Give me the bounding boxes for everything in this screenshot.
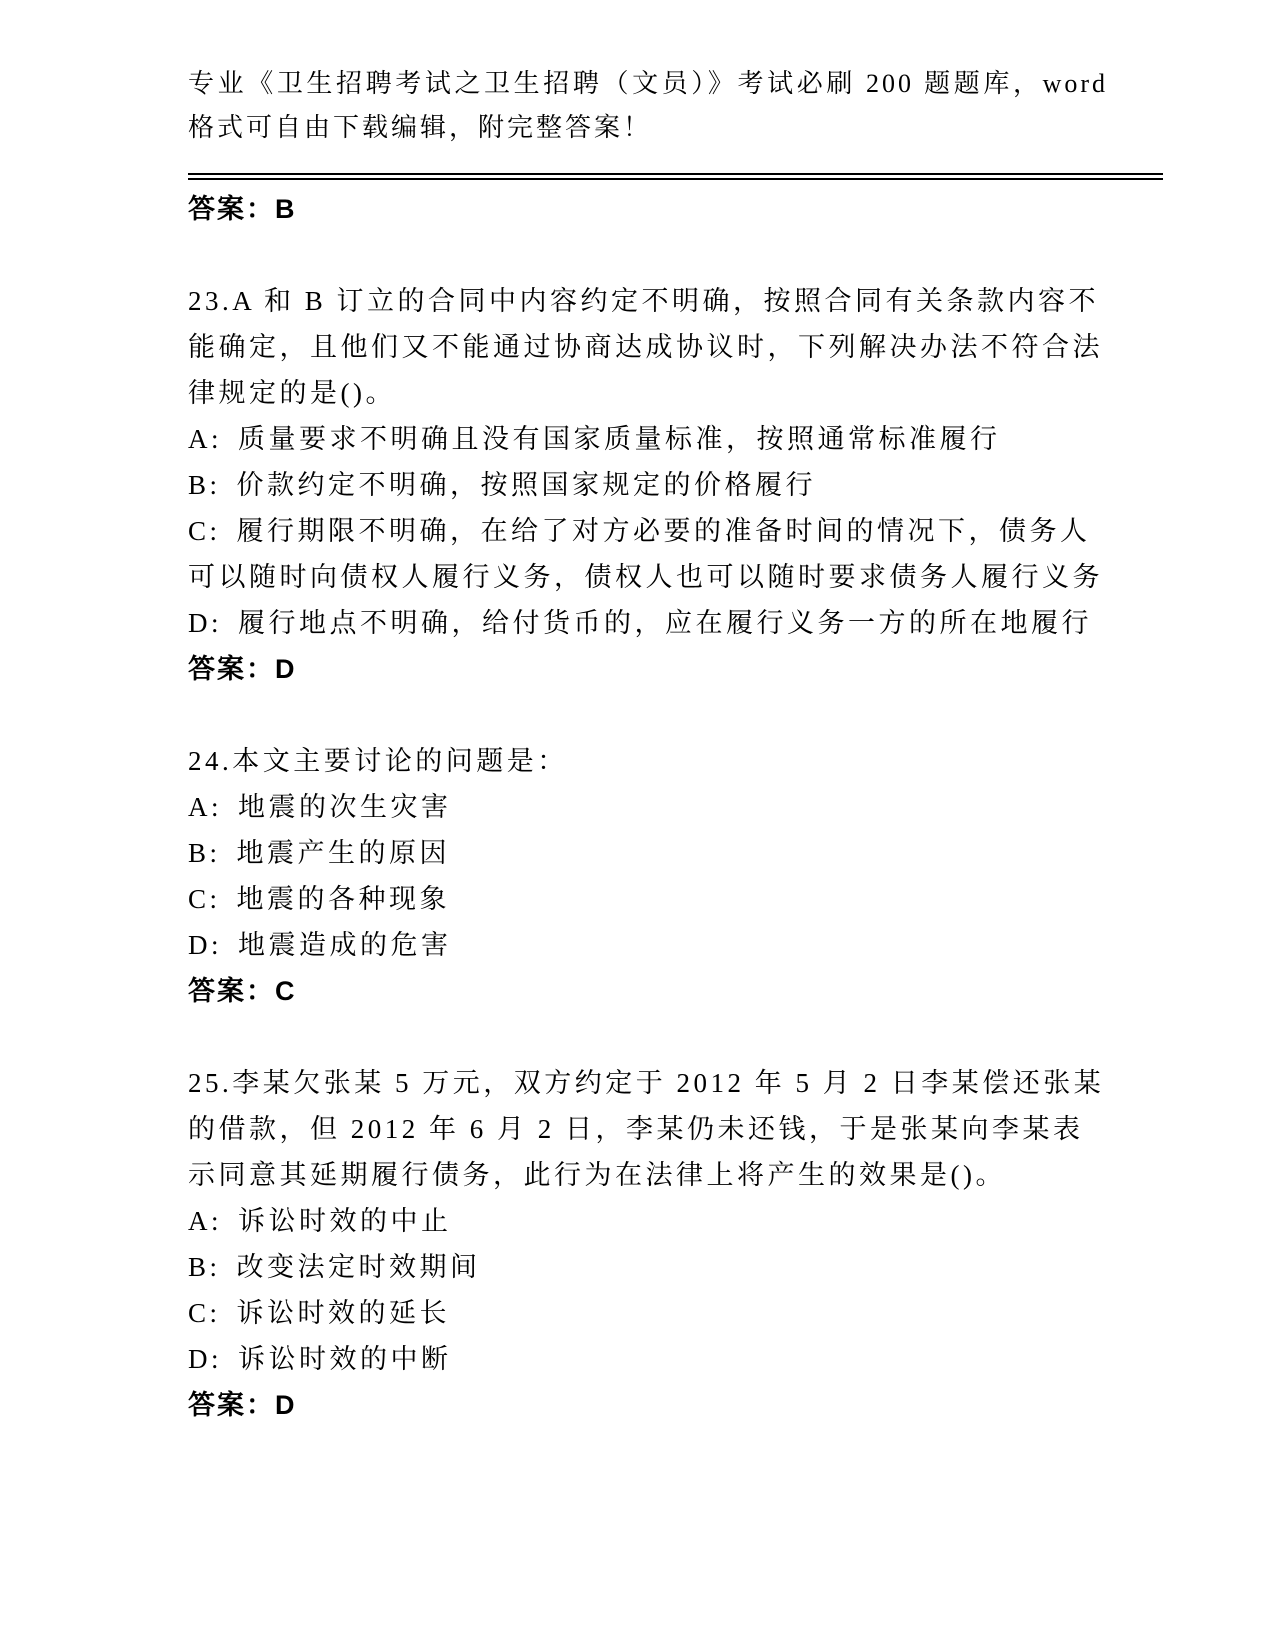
- question-body: 李某欠张某 5 万元，双方约定于 2012 年 5 月 2 日李某偿还张某的借款，但 2012 年 6 月 2 日，李某仍未还钱，于是张某向李某表示同意其延期履行债务，此行为在法律上将产生的效果是()。: [188, 1068, 1105, 1190]
- question-body: A 和 B 订立的合同中内容约定不明确，按照合同有关条款内容不能确定，且他们又不能通过协商达成协议时，下列解决办法不符合法律规定的是()。: [188, 286, 1103, 408]
- question-block-24: [188, 738, 1108, 1014]
- question-text: [188, 738, 1108, 784]
- option-text: 履行地点不明确，给付货币的，应在履行义务一方的所在地履行: [238, 608, 1092, 638]
- option-text: 地震产生的原因: [236, 838, 451, 868]
- option-text: 诉讼时效的延长: [236, 1298, 451, 1328]
- option-text: 质量要求不明确且没有国家质量标准，按照通常标准履行: [238, 424, 1001, 454]
- option-label: C:: [188, 516, 221, 546]
- question-number: 25.: [188, 1068, 233, 1098]
- option-text: 地震的次生灾害: [238, 792, 452, 822]
- option-row-b: [188, 1244, 1108, 1290]
- question-body: 本文主要讨论的问题是：: [232, 746, 568, 776]
- header-divider: [188, 173, 1163, 180]
- question-number: 24.: [188, 746, 233, 776]
- option-row-b: [188, 462, 1108, 508]
- answer-line: 答案：D: [188, 654, 297, 684]
- option-label: D:: [188, 930, 222, 960]
- option-label: B:: [188, 838, 221, 868]
- option-row-d: [188, 600, 1108, 646]
- spacer: [188, 692, 1108, 738]
- option-label: D:: [188, 1344, 222, 1374]
- question-text: [188, 278, 1108, 416]
- option-text: 诉讼时效的中断: [238, 1344, 452, 1374]
- option-label: B:: [188, 1252, 221, 1282]
- option-label: A:: [188, 424, 222, 454]
- option-text: 价款约定不明确，按照国家规定的价格履行: [236, 470, 817, 500]
- option-text: 诉讼时效的中止: [238, 1206, 452, 1236]
- option-row-a: [188, 784, 1108, 830]
- option-text: 履行期限不明确，在给了对方必要的准备时间的情况下，债务人可以随时向债权人履行义务，债权人也可以随时要求债务人履行义务: [188, 516, 1103, 592]
- document-body: [188, 186, 1108, 1428]
- option-label: C:: [188, 884, 221, 914]
- question-block-23: [188, 278, 1108, 692]
- option-row-a: [188, 1198, 1108, 1244]
- option-text: 地震的各种现象: [236, 884, 451, 914]
- option-label: A:: [188, 1206, 222, 1236]
- answer-line: 答案：C: [188, 976, 297, 1006]
- page-header: [188, 62, 1108, 150]
- option-row-d: [188, 922, 1108, 968]
- header-text: 专业《卫生招聘考试之卫生招聘（文员）》考试必刷 200 题题库，word 格式可自由下载编辑，附完整答案！: [188, 69, 1108, 142]
- option-label: D:: [188, 608, 222, 638]
- option-text: 改变法定时效期间: [236, 1252, 481, 1282]
- spacer: [188, 232, 1108, 278]
- option-label: A:: [188, 792, 222, 822]
- question-number: 23.: [188, 286, 233, 316]
- question-text: [188, 1060, 1108, 1198]
- option-row-b: [188, 830, 1108, 876]
- option-row-d: [188, 1336, 1108, 1382]
- option-text: 地震造成的危害: [238, 930, 452, 960]
- option-row-c: [188, 508, 1108, 600]
- answer-line-previous-question: 答案：B: [188, 194, 297, 224]
- option-row-c: [188, 1290, 1108, 1336]
- option-label: C:: [188, 1298, 221, 1328]
- answer-line: 答案：D: [188, 1390, 297, 1420]
- option-row-a: [188, 416, 1108, 462]
- option-row-c: [188, 876, 1108, 922]
- option-label: B:: [188, 470, 221, 500]
- spacer: [188, 1014, 1108, 1060]
- question-block-25: [188, 1060, 1108, 1428]
